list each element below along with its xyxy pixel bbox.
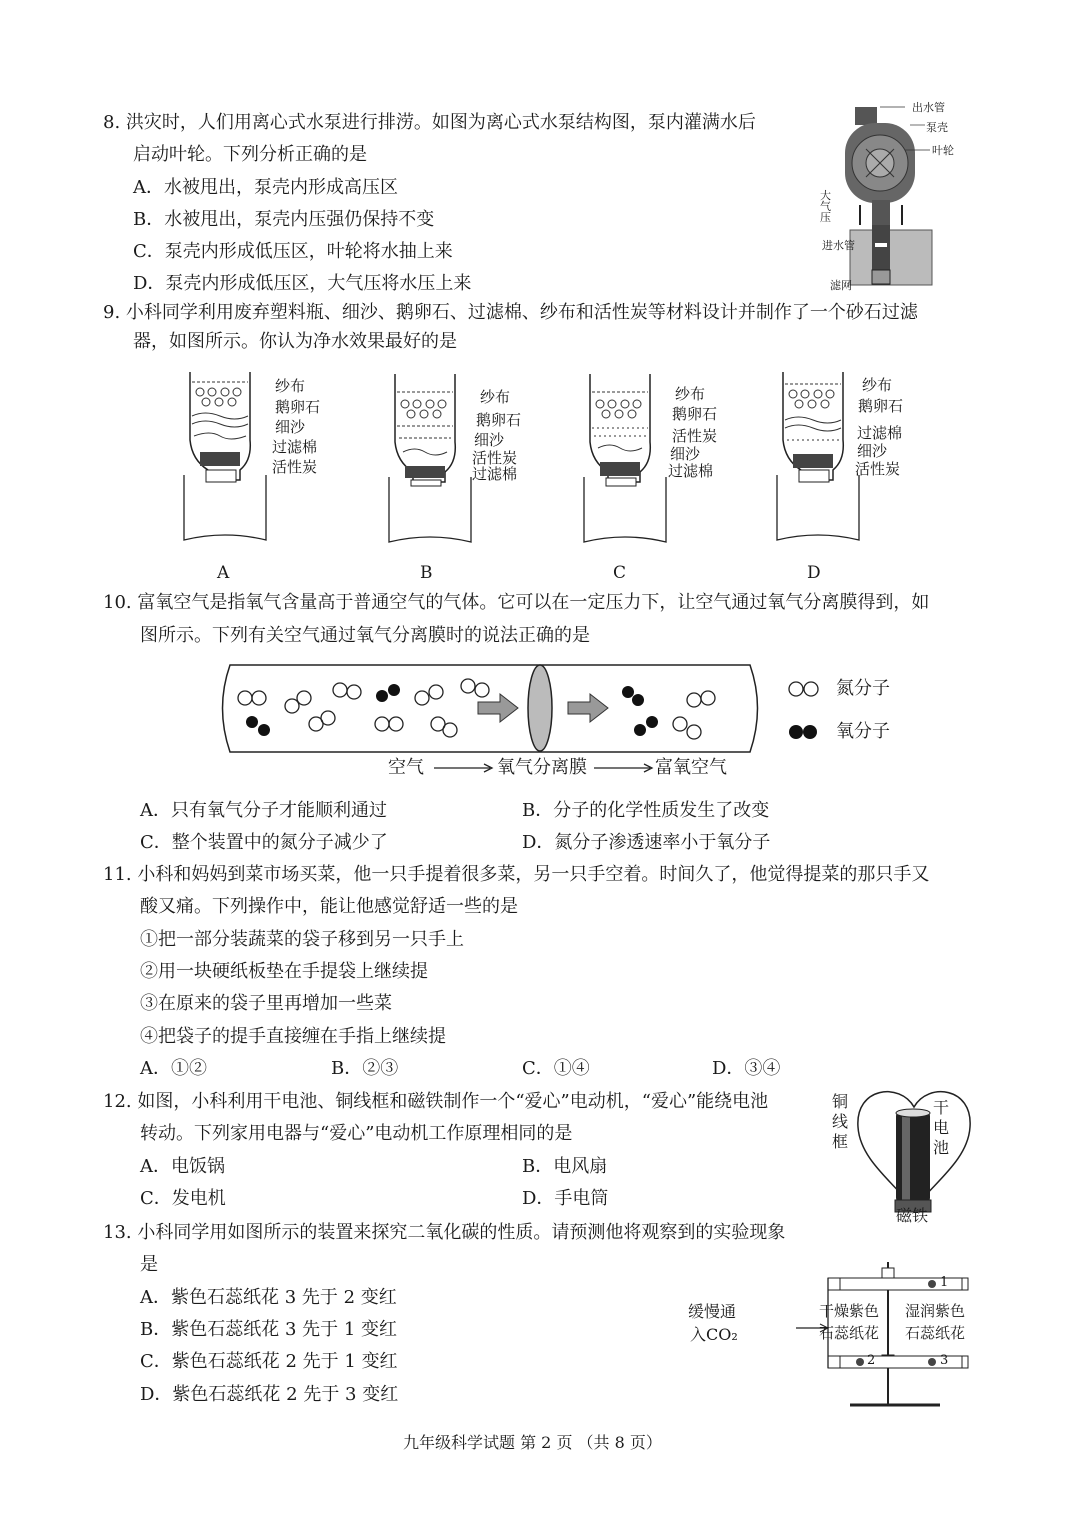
filter-b-layer-4: 活性炭 xyxy=(472,449,518,467)
label-inlet-line2: 入CO₂ xyxy=(690,1325,738,1344)
q12-option-c: C．发电机 xyxy=(140,1188,226,1209)
filter-c-layer-4: 细沙 xyxy=(670,445,701,463)
q10-option-c: C．整个装置中的氮分子减少了 xyxy=(140,832,388,853)
q11-option-a: A．①② xyxy=(140,1058,207,1079)
filter-c-diagram xyxy=(580,372,670,547)
q13-option-d: D．紫色石蕊纸花 2 先于 3 变红 xyxy=(140,1384,399,1405)
caption-rich-air: 富氧空气 xyxy=(655,757,727,778)
filter-d-letter: D xyxy=(807,563,821,583)
q10-option-d: D．氮分子渗透速率小于氧分子 xyxy=(522,832,771,853)
q13-stem-line1: 13. 小科同学用如图所示的装置来探究二氧化碳的性质。请预测他将观察到的实验现象 xyxy=(103,1222,786,1243)
pump-label-outlet: 出水管 xyxy=(912,101,945,114)
q8-stem-line2: 启动叶轮。下列分析正确的是 xyxy=(133,144,367,165)
q12-stem-line1: 12. 如图，小科利用干电池、铜线框和磁铁制作一个“爱心”电动机，“爱心”能绕电池 xyxy=(103,1091,769,1112)
q8-option-d: D．泵壳内形成低压区，大气压将水压上来 xyxy=(133,273,472,294)
label-dry-line2: 石蕊纸花 xyxy=(819,1324,880,1342)
filter-d-layer-4: 细沙 xyxy=(857,442,888,460)
legend-o2: 氧分子 xyxy=(836,721,890,742)
membrane-diagram xyxy=(210,660,770,760)
q11-option-c: C．①④ xyxy=(522,1058,590,1079)
filter-b-layer-5: 过滤棉 xyxy=(472,465,518,483)
filter-c-letter: C xyxy=(613,563,627,583)
q12-option-a: A．电饭锅 xyxy=(140,1156,225,1177)
q12-option-d: D．手电筒 xyxy=(522,1188,609,1209)
label-battery: 干电池 xyxy=(933,1098,950,1157)
q10-stem-line2: 图所示。下列有关空气通过氧气分离膜时的说法正确的是 xyxy=(140,625,590,646)
q11-stem-line1: 11. 小科和妈妈到菜市场买菜，他一只手提着很多菜，另一只手空着。时间久了，他觉得提菜的那只手又 xyxy=(103,864,930,885)
filter-c-layer-3: 活性炭 xyxy=(672,427,718,445)
label-wet-line1: 湿润紫色 xyxy=(905,1302,966,1320)
filter-c-layer-1: 纱布 xyxy=(675,385,706,403)
q11-item-2: ②用一块硬纸板垫在手提袋上继续提 xyxy=(140,961,428,982)
filter-a-diagram xyxy=(180,370,270,545)
q8-option-a: A．水被甩出，泵壳内形成高压区 xyxy=(133,177,398,198)
caption-arrow-2 xyxy=(592,761,656,775)
filter-b-diagram xyxy=(385,372,475,547)
q12-option-b: B．电风扇 xyxy=(522,1156,608,1177)
filter-a-letter: A xyxy=(217,563,230,583)
caption-arrow-1 xyxy=(432,761,496,775)
label-dry-line1: 干燥紫色 xyxy=(819,1302,880,1320)
filter-b-layer-3: 细沙 xyxy=(474,431,505,449)
q10-stem-line1: 10. 富氧空气是指氧气含量高于普通空气的气体。它可以在一定压力下，让空气通过氧气分离膜得到，如 xyxy=(103,592,930,613)
filter-b-letter: B xyxy=(420,563,433,583)
legend-symbols xyxy=(786,677,826,747)
flower-num-3: 3 xyxy=(940,1353,949,1368)
filter-b-layer-2: 鹅卵石 xyxy=(476,411,522,429)
q11-item-4: ④把袋子的提手直接缠在手指上继续提 xyxy=(140,1026,446,1047)
label-magnet: 磁铁 xyxy=(896,1206,929,1225)
flower-num-1: 1 xyxy=(940,1275,949,1290)
flower-num-2: 2 xyxy=(867,1353,876,1368)
q10-option-a: A．只有氧气分子才能顺利通过 xyxy=(140,800,387,821)
pump-label-casing: 泵壳 xyxy=(926,121,948,134)
q13-option-a: A．紫色石蕊纸花 3 先于 2 变红 xyxy=(140,1287,397,1308)
filter-a-layer-1: 纱布 xyxy=(275,377,306,395)
filter-a-layer-5: 活性炭 xyxy=(272,458,318,476)
q8-option-c: C．泵壳内形成低压区，叶轮将水抽上来 xyxy=(133,241,453,262)
page-footer: 九年级科学试题 第 2 页 （共 8 页） xyxy=(403,1433,662,1452)
filter-b-layer-1: 纱布 xyxy=(480,388,511,406)
label-copper-wire: 铜线框 xyxy=(832,1092,849,1151)
q13-stem-line2: 是 xyxy=(140,1254,158,1275)
q11-option-d: D．③④ xyxy=(712,1058,781,1079)
filter-d-layer-5: 活性炭 xyxy=(855,460,901,478)
filter-a-layer-2: 鹅卵石 xyxy=(275,398,321,416)
filter-d-layer-2: 鹅卵石 xyxy=(858,397,904,415)
caption-air: 空气 xyxy=(388,757,424,778)
filter-d-layer-1: 纱布 xyxy=(862,376,893,394)
q10-option-b: B．分子的化学性质发生了改变 xyxy=(522,800,770,821)
q11-stem-line2: 酸又痛。下列操作中，能让他感觉舒适一些的是 xyxy=(140,896,518,917)
pump-label-inlet: 进水管 xyxy=(822,239,855,252)
filter-a-layer-3: 细沙 xyxy=(275,418,306,436)
filter-d-layer-3: 过滤棉 xyxy=(857,424,903,442)
q9-stem-line2: 器，如图所示。你认为净水效果最好的是 xyxy=(133,331,457,352)
filter-c-layer-2: 鹅卵石 xyxy=(672,405,718,423)
legend-n2: 氮分子 xyxy=(836,678,890,699)
caption-membrane: 氧气分离膜 xyxy=(497,757,587,778)
q11-item-1: ①把一部分装蔬菜的袋子移到另一只手上 xyxy=(140,929,464,950)
label-wet-line2: 石蕊纸花 xyxy=(905,1324,966,1342)
q13-option-c: C．紫色石蕊纸花 2 先于 1 变红 xyxy=(140,1351,398,1372)
q13-option-b: B．紫色石蕊纸花 3 先于 1 变红 xyxy=(140,1319,398,1340)
q9-stem-line1: 9. 小科同学利用废弃塑料瓶、细沙、鹅卵石、过滤棉、纱布和活性炭等材料设计并制作了一个砂石过滤 xyxy=(103,302,918,323)
q8-stem-line1: 8. 洪灾时，人们用离心式水泵进行排涝。如图为离心式水泵结构图，泵内灌满水后 xyxy=(103,112,756,133)
q11-item-3: ③在原来的袋子里再增加一些菜 xyxy=(140,993,392,1014)
pump-label-filter: 滤网 xyxy=(830,279,852,292)
q11-option-b: B．②③ xyxy=(331,1058,399,1079)
label-inlet-line1: 缓慢通 xyxy=(688,1302,737,1321)
filter-d-diagram xyxy=(773,370,863,545)
pump-label-impeller: 叶轮 xyxy=(932,144,954,157)
filter-a-layer-4: 过滤棉 xyxy=(272,438,318,456)
q12-stem-line2: 转动。下列家用电器与“爱心”电动机工作原理相同的是 xyxy=(140,1123,573,1144)
filter-c-layer-5: 过滤棉 xyxy=(668,462,714,480)
pump-label-atm: 大气压 xyxy=(820,189,831,224)
q8-option-b: B．水被甩出，泵壳内压强仍保持不变 xyxy=(133,209,435,230)
